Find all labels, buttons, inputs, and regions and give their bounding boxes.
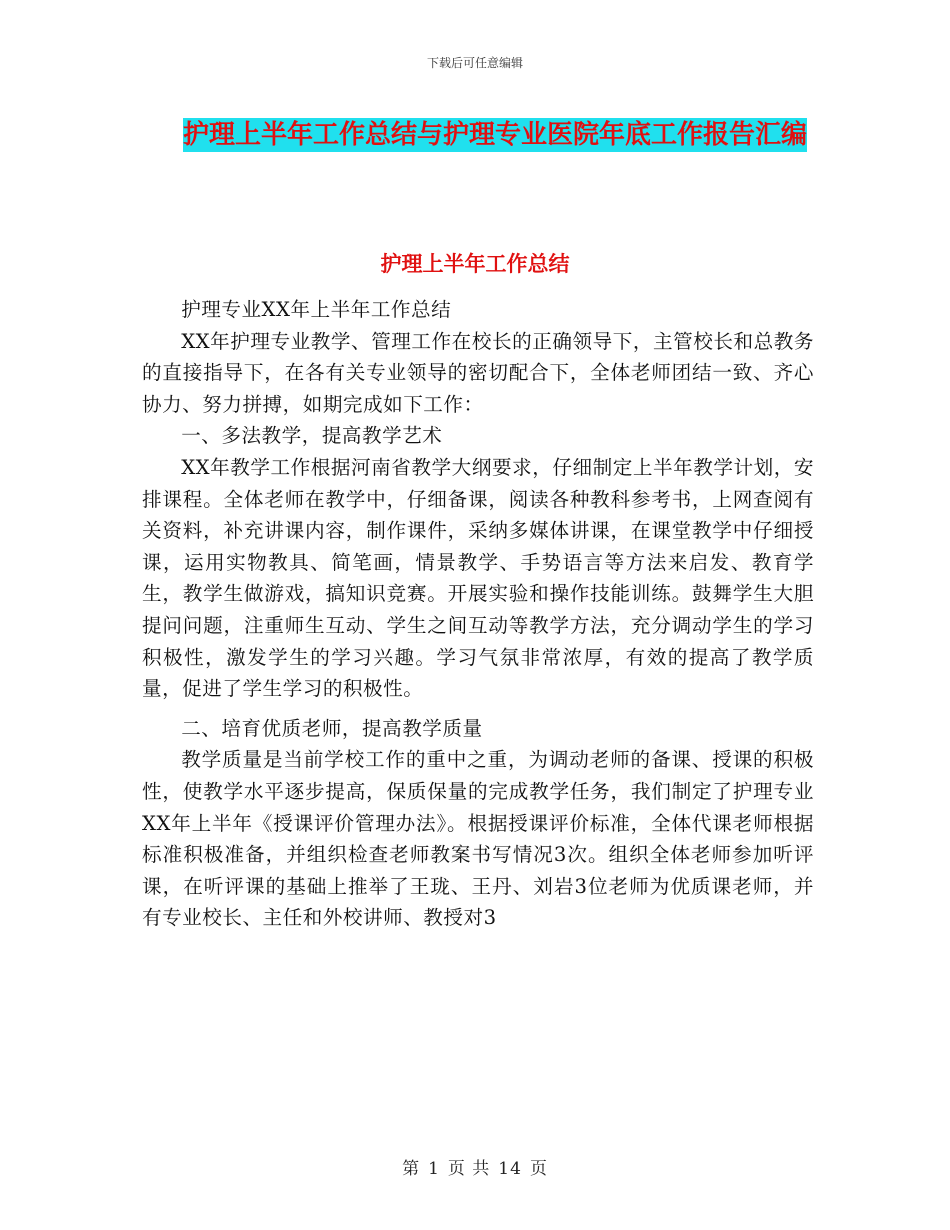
footer-suffix: 页 <box>529 1159 548 1179</box>
paragraph-heading: 二、培育优质老师，提高教学质量 <box>181 716 483 740</box>
document-title <box>170 110 820 160</box>
document-title-text: 护理上半年工作总结与护理专业医院年底工作报告汇编 <box>182 120 807 150</box>
paragraph: XX年教学工作根据河南省教学大纲要求，仔细制定上半年教学计划，安排课程。全体老师在教学中，仔细备课，阅读各种教科参考书，上网查阅有关资料，补充讲课内容，制作课件，采纳多媒体讲课，在课堂教学中仔细授课，运用实物教具、简笔画，情景教学、手势语言等方法来启发、教育学生，教学生做游戏，搞知识竞赛。开展实验和操作技能训练。鼓舞学生大胆提问问题，注重师生互动、学生之间互动等教学方法，充分调动学生的学习积极性，激发学生的学习兴趣。学习气氛非常浓厚，有效的提高了教学质量，促进了学生学习的积极性。 <box>142 455 814 701</box>
footer-current-page: 1 <box>428 1159 440 1179</box>
section-title: 护理上半年工作总结 <box>380 252 570 276</box>
paragraph: 护理专业XX年上半年工作总结 <box>181 298 452 321</box>
document-body <box>142 294 814 934</box>
paragraph: 教学质量是当前学校工作的重中之重，为调动老师的备课、授课的积极性，使教学水平逐步提高，保质保量的完成教学任务，我们制定了护理专业XX年上半年《授课评价管理办法》。根据授课评价标准，全体代课老师根据标准积极准备，并组织检查老师教案书写情况3次。组织全体老师参加听评课，在听评课的基础上推举了王珑、王丹、刘岩3位老师为优质课老师，并有专业校长、主任和外校讲师、教授对3 <box>142 748 814 930</box>
footer-middle: 页 共 <box>447 1159 491 1179</box>
footer-prefix: 第 <box>402 1159 421 1179</box>
paragraph: XX年护理专业教学、管理工作在校长的正确领导下，主管校长和总教务的直接指导下，在各有关专业领导的密切配合下，全体老师团结一致、齐心协力、努力拼搏，如期完成如下工作： <box>142 329 814 416</box>
header-note: 下载后可任意编辑 <box>426 56 523 70</box>
footer-total-pages: 14 <box>498 1159 522 1179</box>
paragraph-heading: 一、多法教学，提高教学艺术 <box>181 424 443 448</box>
page-footer <box>0 1154 950 1179</box>
